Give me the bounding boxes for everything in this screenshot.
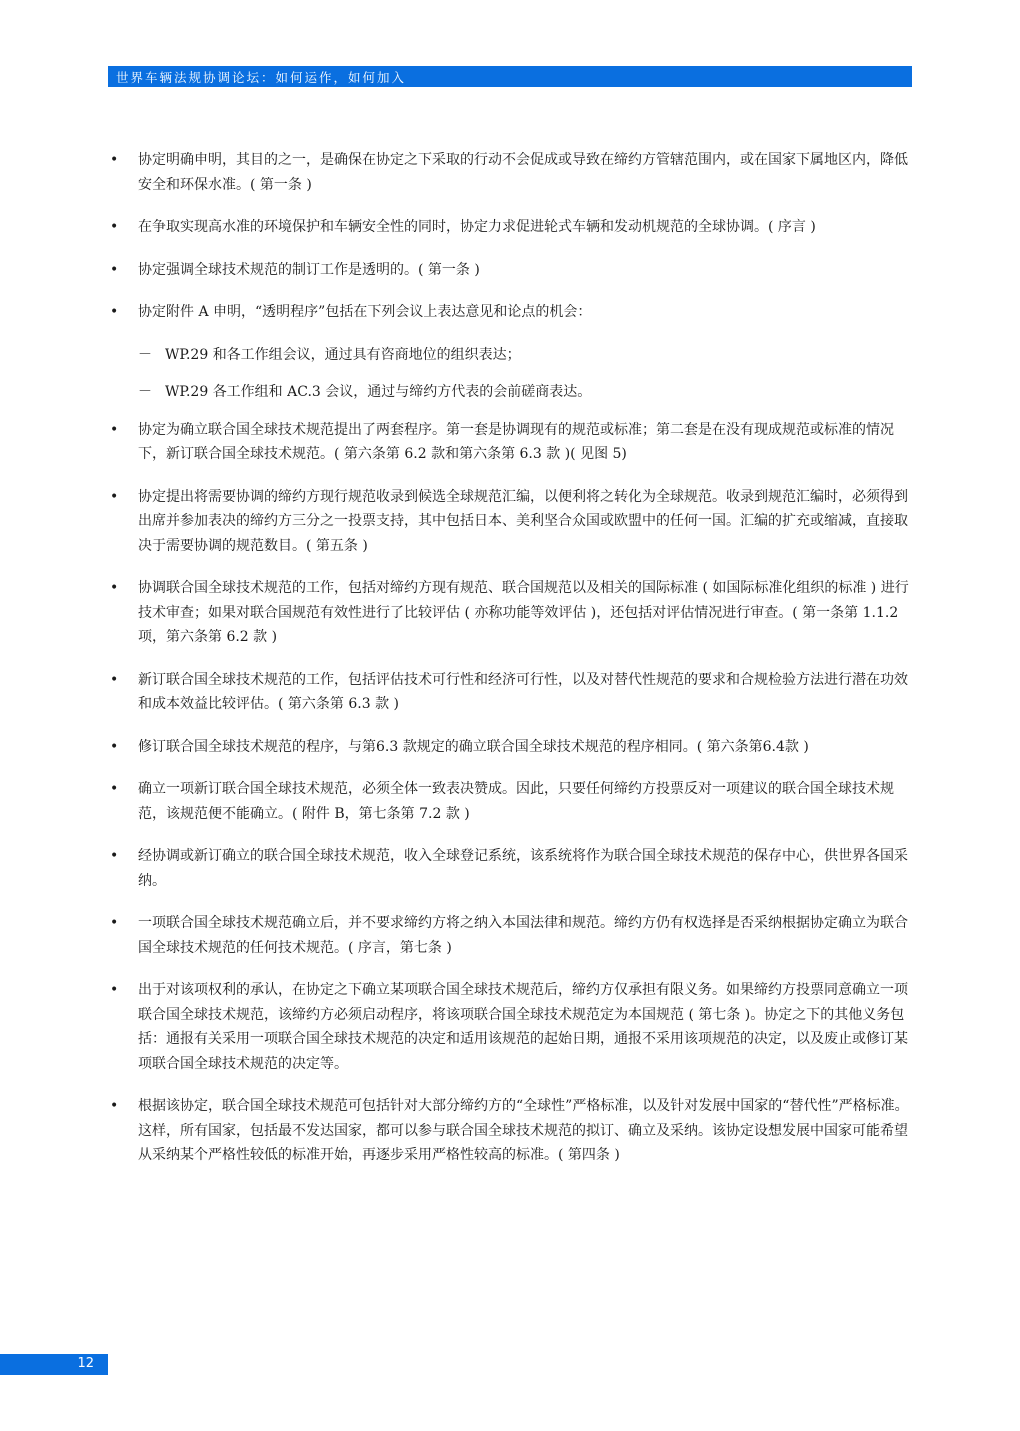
list-item-text: 经协调或新订确立的联合国全球技术规范，收入全球登记系统，该系统将作为联合国全球技术规范的保存中心，供世界各国采纳。 xyxy=(138,848,908,889)
list-item-text: 修订联合国全球技术规范的程序，与第6.3 款规定的确立联合国全球技术规范的程序相同。( 第六条第6.4款 ) xyxy=(138,738,809,755)
bullet-marker: • xyxy=(110,738,119,755)
bullet-marker: • xyxy=(110,152,119,168)
bullet-marker: • xyxy=(110,671,119,688)
bullet-marker: • xyxy=(110,488,119,505)
list-item-text: 一项联合国全球技术规范确立后，并不要求缔约方将之纳入本国法律和规范。缔约方仍有权选择是否采纳根据协定确立为联合国全球技术规范的任何技术规范。( 序言，第七条 ) xyxy=(138,915,908,956)
bullet-marker: • xyxy=(110,421,119,438)
bullet-list-item xyxy=(108,777,914,826)
dash-list-item xyxy=(108,380,914,405)
bullet-marker: • xyxy=(110,781,119,797)
document-body xyxy=(108,148,914,1186)
bullet-list-item xyxy=(108,844,914,893)
bullet-marker: • xyxy=(110,304,119,320)
bullet-marker: • xyxy=(110,219,119,235)
bullet-marker: • xyxy=(110,261,119,278)
bullet-list-item xyxy=(108,1094,914,1168)
dash-marker: － xyxy=(138,346,152,363)
list-item-text: WP.29 和各工作组会议，通过具有咨商地位的组织表达； xyxy=(165,346,521,363)
dash-marker: － xyxy=(138,384,152,400)
bullet-list-item xyxy=(108,978,914,1076)
bullet-marker: • xyxy=(110,580,119,596)
header-bar xyxy=(108,66,912,87)
bullet-marker: • xyxy=(110,1098,119,1114)
list-item-text: 协定为确立联合国全球技术规范提出了两套程序。第一套是协调现有的规范或标准；第二套是在没有现成规范或标准的情况下，新订联合国全球技术规范。( 第六条第 6.2 款和第六条第 6.3 款 )( 见图 5) xyxy=(138,421,894,462)
list-item-text: 在争取实现高水准的环境保护和车辆安全性的同时，协定力求促进轮式车辆和发动机规范的全球协调。( 序言 ) xyxy=(138,219,816,235)
list-item-text: WP.29 各工作组和 AC.3 会议，通过与缔约方代表的会前磋商表达。 xyxy=(165,384,592,400)
list-item-text: 协定提出将需要协调的缔约方现行规范收录到候选全球规范汇编，以便利将之转化为全球规范。收录到规范汇编时，必须得到出席并参加表决的缔约方三分之一投票支持，其中包括日本、美利坚合众国或欧盟中的任何一国。汇编的扩充或缩减，直接取决于需要协调的规范数目。( 第五条 ) xyxy=(138,488,908,554)
bullet-list-item xyxy=(108,485,914,559)
bullet-list-item xyxy=(108,258,914,283)
bullet-list-item xyxy=(108,418,914,467)
bullet-list-item xyxy=(108,668,914,717)
bullet-marker: • xyxy=(110,915,119,931)
list-item-text: 确立一项新订联合国全球技术规范，必须全体一致表决赞成。因此，只要任何缔约方投票反对一项建议的联合国全球技术规范，该规范便不能确立。( 附件 B，第七条第 7.2 款 ) xyxy=(138,781,894,822)
bullet-list-item xyxy=(108,300,914,325)
bullet-marker: • xyxy=(110,982,119,998)
dash-list-item xyxy=(108,343,914,368)
bullet-list-item xyxy=(108,148,914,197)
bullet-marker: • xyxy=(110,848,119,864)
page-number: 12 xyxy=(77,1356,94,1371)
list-item-text: 新订联合国全球技术规范的工作，包括评估技术可行性和经济可行性，以及对替代性规范的要求和合规检验方法进行潜在功效和成本效益比较评估。( 第六条第 6.3 款 ) xyxy=(138,671,908,712)
list-item-text: 协定强调全球技术规范的制订工作是透明的。( 第一条 ) xyxy=(138,261,480,278)
list-item-text: 出于对该项权利的承认，在协定之下确立某项联合国全球技术规范后，缔约方仅承担有限义务。如果缔约方投票同意确立一项联合国全球技术规范，该缔约方必须启动程序，将该项联合国全球技术规范定为本国规范 ( 第七条 )。协定之下的其他义务包括：通报有关采用一项联合国全球技术规范的决定和适用该规范的起始日期，通报不采用该项规范的决定，以及废止或修订某项联合国全球技术规范的决定等。 xyxy=(138,982,908,1072)
bullet-list-item xyxy=(108,911,914,960)
page-number-box xyxy=(0,1354,108,1375)
list-item-text: 协定附件 A 申明，“透明程序”包括在下列会议上表达意见和论点的机会： xyxy=(138,304,592,320)
list-item-text: 协定明确申明，其目的之一，是确保在协定之下采取的行动不会促成或导致在缔约方管辖范围内，或在国家下属地区内，降低安全和环保水准。( 第一条 ) xyxy=(138,152,908,193)
list-item-text: 协调联合国全球技术规范的工作，包括对缔约方现有规范、联合国规范以及相关的国际标准 ( 如国际标准化组织的标准 ) 进行技术审查；如果对联合国规范有效性进行了比较评估 ( 亦称功能等效评估 )，还包括对评估情况进行审查。( 第一条第 1.1.2 项，第六条第 6.2 款 ) xyxy=(138,580,909,645)
list-item-text: 根据该协定，联合国全球技术规范可包括针对大部分缔约方的“全球性”严格标准，以及针对发展中国家的“替代性”严格标准。这样，所有国家，包括最不发达国家，都可以参与联合国全球技术规范的拟订、确立及采纳。该协定设想发展中国家可能希望从采纳某个严格性较低的标准开始，再逐步采用严格性较高的标准。( 第四条 ) xyxy=(138,1098,909,1163)
bullet-list-item xyxy=(108,576,914,650)
page-header-title: 世界车辆法规协调论坛：如何运作，如何加入 xyxy=(116,70,407,85)
bullet-list-item xyxy=(108,735,914,760)
bullet-list-item xyxy=(108,215,914,240)
